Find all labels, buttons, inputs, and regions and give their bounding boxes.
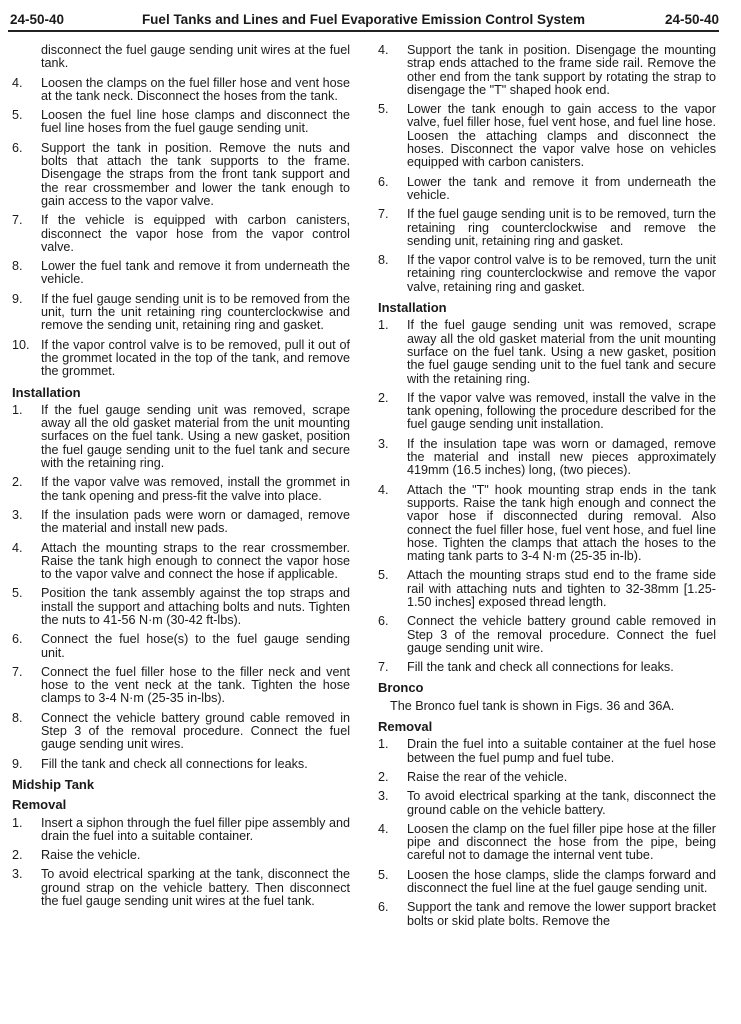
step-text: Connect the fuel hose(s) to the fuel gauge sending unit. [41,632,350,660]
step-text: Fill the tank and check all connections for leaks. [41,756,308,771]
removal-steps-continued-list [376,44,716,294]
list-item [376,392,716,432]
step-number: 6. [378,174,389,189]
list-item [376,569,716,609]
step-number: 6. [378,900,389,915]
step-text: To avoid electrical sparking at the tank, disconnect the ground cable on the vehicle battery. [407,789,716,817]
installation-heading: Installation [12,384,81,400]
header-rule [8,30,719,32]
step-text: Support the tank in position. Disengage the mounting strap ends attached to the frame side rail. Remove the other end from the tank support by rotating the strap to disengage the "T" shaped hook end. [407,43,716,97]
bronco-heading: Bronco [378,680,424,696]
step-number: 4. [378,821,389,836]
step-number: 9. [12,291,23,306]
list-item [10,587,350,627]
step-text: If the fuel gauge sending unit was removed, scrape away all the old gasket material from the unit mounting surfaces on the fuel tank. Using a new gasket, position the fuel gauge sending unit to the fuel tank and secure with the retaining ring. [41,402,350,471]
step-text: If the fuel gauge sending unit is to be removed, turn the retaining ring counterclockwise and remove the sending unit, retaining ring and gasket. [407,207,716,248]
step-text: Loosen the clamp on the fuel filler pipe hose at the filler pipe and disconnect the hose from the pipe, being careful not to damage the internal vent tube. [407,821,716,863]
list-item [376,738,716,765]
step-number: 7. [378,207,389,222]
list-item [376,771,716,784]
list-item [10,712,350,752]
continued-text: disconnect the fuel gauge sending unit wires at the fuel tank. [41,43,350,71]
list-item [10,849,350,862]
step-text: If the vapor control valve is to be removed, turn the unit retaining ring counterclockwise and remove the vapor valve, retaining ring and gasket. [407,253,716,294]
step-number: 2. [12,848,23,863]
list-item [376,615,716,655]
step-text: Support the tank and remove the lower support bracket bolts or skid plate bolts. Remove the [407,900,716,928]
list-item [10,339,350,379]
step-text: If the vapor valve was removed, install the valve in the tank opening, following the procedure described for the fuel gauge sending unit installation. [407,390,716,432]
list-item [376,44,716,97]
midship-tank-heading: Midship Tank [12,776,95,792]
step-text: Attach the "T" hook mounting strap ends in the tank supports. Raise the tank high enough and connect the vapor hose if disconnected during removal. Also connect the fuel filler hose, fuel vent hose, and fuel line hose. Tighten the clamps that attach the hoses to the mating tank parts to 3-4 N·m (25-35 in-lb). [407,482,716,564]
step-number: 1. [12,815,23,830]
list-item [376,176,716,203]
list-item [10,666,350,706]
step-number: 5. [12,108,23,123]
list-item [10,633,350,660]
step-text: Fill the tank and check all connections for leaks. [407,660,674,675]
step-number: 1. [12,402,23,417]
bronco-removal-steps-list [376,738,716,928]
list-item [376,869,716,896]
step-text: If the vapor control valve is to be removed, pull it out of the grommet located in the top of the tank, and remove the grommet. [41,337,350,379]
step-text: Lower the tank and remove it from underneath the vehicle. [407,174,716,202]
step-text: Connect the vehicle battery ground cable removed in Step 3 of the removal procedure. Connect the fuel gauge sending unit wires. [41,710,350,752]
list-item [10,109,350,136]
step-number: 1. [378,737,389,752]
step-number: 1. [378,318,389,333]
step-number: 4. [378,43,389,57]
list-item [10,260,350,287]
step-text: If the vapor valve was removed, install the grommet in the tank opening and press-fit the valve into place. [41,475,350,503]
step-number: 6. [12,632,23,647]
page-header [8,10,719,32]
step-number: 4. [378,482,389,497]
step-text: If the fuel gauge sending unit is to be removed from the unit, turn the unit retaining ring counterclockwise and remove the sending unit, retaining ring and gasket. [41,291,350,333]
step-number: 9. [12,756,23,771]
step-text: Loosen the fuel line hose clamps and disconnect the fuel line hoses from the fuel gauge sending unit. [41,108,350,136]
step-number: 10. [12,337,30,352]
list-item [376,319,716,385]
step-number: 7. [12,213,23,228]
step-number: 8. [12,710,23,725]
removal-steps-list [10,77,350,379]
list-item [376,484,716,564]
list-item [10,542,350,582]
step-text: Lower the fuel tank and remove it from underneath the vehicle. [41,259,350,287]
list-item [10,758,350,771]
step-number: 5. [378,568,389,583]
step-number: 5. [378,102,389,117]
step-text: Connect the fuel filler hose to the filler neck and vent hose to the vent neck at the tank. Tighten the hose clamps to 3-4 N·m (25-35 in-lbs). [41,664,350,706]
step-text: To avoid electrical sparking at the tank, disconnect the ground strap on the vehicle battery. Then disconnect the fuel gauge sending unit wires at the fuel tank. [41,867,350,909]
installation-steps-list [10,404,350,771]
list-item [10,476,350,503]
midship-removal-steps-list [10,817,350,909]
step-number: 8. [378,253,389,268]
list-item [10,404,350,470]
midship-installation-steps-list [376,319,716,674]
step-number: 4. [12,540,23,555]
step-number: 7. [12,664,23,679]
step-number: 7. [378,660,389,675]
step-number: 3. [378,789,389,804]
step-text: Support the tank in position. Remove the nuts and bolts that attach the tank supports to the frame. Disengage the straps from the front tank support and the rear crossmember and lower the tank enough to gain access to the vapor valve. [41,140,350,208]
left-column [10,44,350,914]
step-text: Raise the rear of the vehicle. [407,769,568,784]
list-item [376,661,716,674]
list-item [10,509,350,536]
right-column [376,44,716,934]
list-item [10,142,350,208]
step-number: 3. [12,867,23,882]
step-number: 5. [378,867,389,882]
step-text: Raise the vehicle. [41,848,141,863]
list-item [10,817,350,844]
page-number-left: 24-50-40 [10,12,65,27]
section-title: Fuel Tanks and Lines and Fuel Evaporative Emission Control System [141,12,586,27]
step-number: 6. [12,140,23,155]
step-text: If the fuel gauge sending unit was removed, scrape away all the old gasket material from the unit mounting surface on the fuel tank. Using a new gasket, position the fuel gauge sending unit to the fuel tank and secure with the retaining ring. [407,318,716,386]
step-number: 4. [12,75,23,90]
list-item [376,254,716,294]
step-text: If the insulation tape was worn or damaged, remove the material and install new pieces approximately 419mm (16.5 inches) long, (two pieces). [407,436,716,478]
list-item [376,438,716,478]
step-text: Insert a siphon through the fuel filler pipe assembly and drain the fuel into a suitable container. [41,815,350,843]
removal-heading: Removal [12,797,67,813]
step-text: Position the tank assembly against the top straps and install the support and attaching bolts and nuts. Tighten the nuts to 41-56 N·m (30-42 ft-lbs). [41,586,350,627]
list-item [376,790,716,817]
list-item [376,208,716,248]
installation-heading-2: Installation [378,300,447,316]
list-item [10,868,350,908]
step-text: If the insulation pads were worn or damaged, remove the material and install new pads. [41,507,350,536]
step-number: 2. [12,475,23,490]
list-item [376,901,716,928]
list-item [10,214,350,254]
page-number-right: 24-50-40 [664,12,719,27]
step-number: 6. [378,614,389,629]
list-item [376,103,716,169]
step-number: 8. [12,259,23,274]
step-text: Attach the mounting straps to the rear crossmember. Raise the tank high enough to connect the vapor hose to the vapor valve and connect the hose if applicable. [41,540,350,582]
step-number: 3. [12,507,23,522]
step-text: Loosen the clamps on the fuel filler hose and vent hose at the tank neck. Disconnect the hoses from the tank. [41,75,350,103]
step-text: Loosen the hose clamps, slide the clamps forward and disconnect the fuel line at the fuel gauge sending unit. [407,867,716,896]
list-item [376,823,716,863]
step-text: Lower the tank enough to gain access to the vapor valve, fuel filler hose, fuel vent hose, and fuel line hose. Loosen the attaching clamps and disconnect the hoses. Disconnect the vapor valve hose on vehicles equipped with carbon canisters. [407,102,716,170]
step-number: 5. [12,586,23,601]
list-item [10,293,350,333]
step-text: Attach the mounting straps stud end to the frame side rail with attaching nuts and tighten to 32-38mm [1.25-1.50 inches] exposed thread length. [407,568,716,609]
bronco-intro-text: The Bronco fuel tank is shown in Figs. 36 and 36A. [390,698,675,713]
bronco-removal-heading: Removal [378,719,433,735]
step-text: If the vehicle is equipped with carbon canisters, disconnect the vapor hose from the vapor control valve. [41,213,350,254]
list-item [10,77,350,104]
step-number: 2. [378,769,389,784]
step-text: Drain the fuel into a suitable container at the fuel hose between the fuel pump and fuel tube. [407,737,716,765]
step-text: Connect the vehicle battery ground cable removed in Step 3 of the removal procedure. Connect the fuel gauge sending unit wire. [407,614,716,655]
step-number: 2. [378,390,389,405]
step-number: 3. [378,436,389,451]
